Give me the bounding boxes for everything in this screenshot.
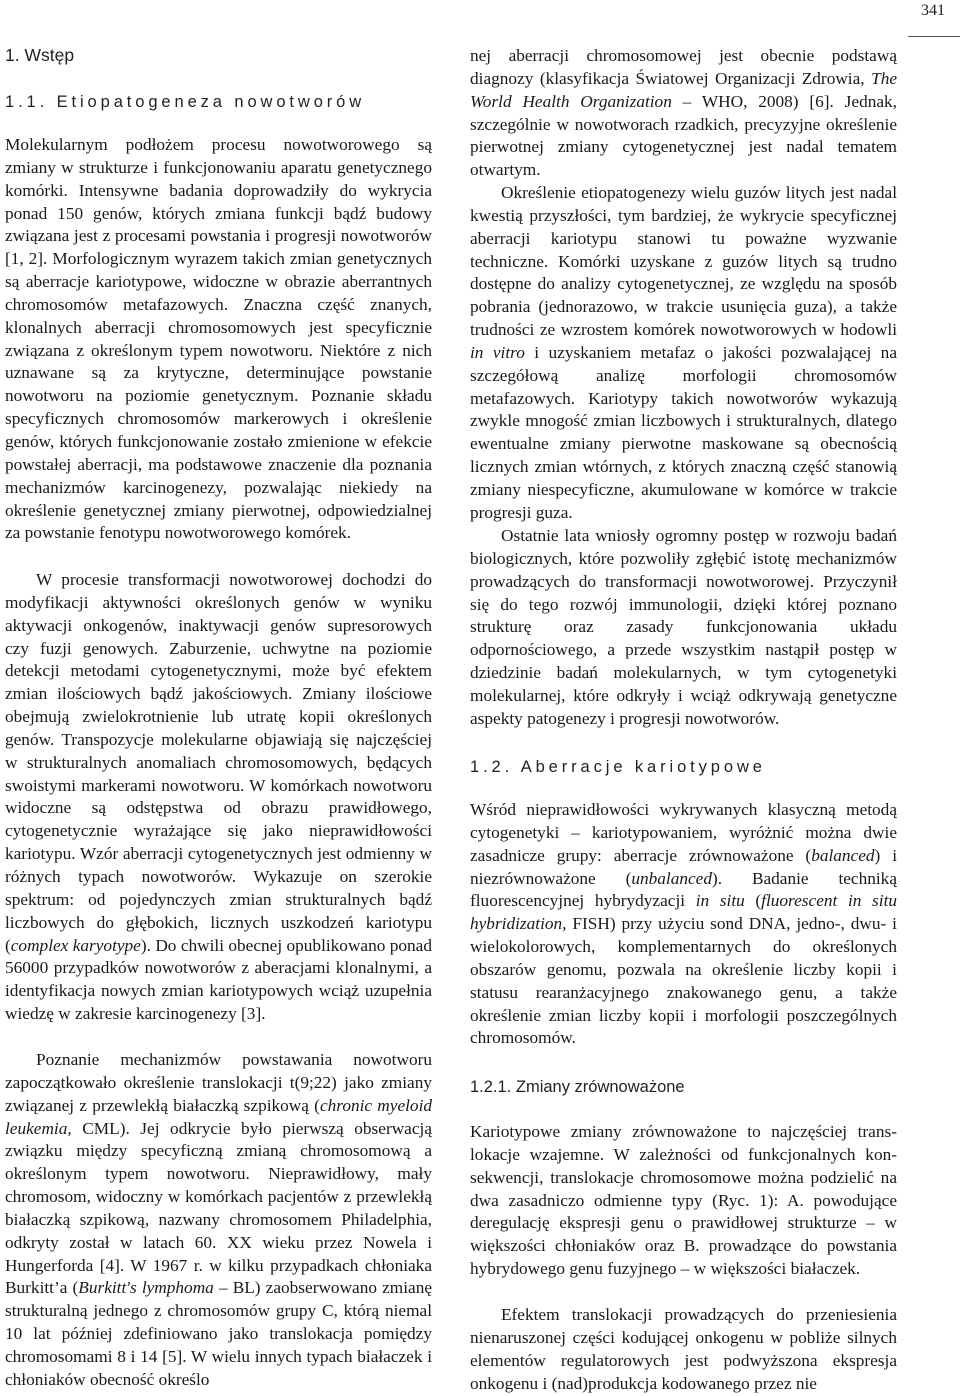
paragraph-text: ). Badanie techniką fluorescencyjnej hybrydyzacji	[470, 868, 897, 911]
paragraph-text: ) i niezrównoważone (	[470, 845, 897, 888]
section-heading: 1. Wstęp	[5, 45, 75, 65]
paragraph	[5, 569, 432, 1026]
paragraph-text: ). Do chwili obecnej opublikowano ponad 56000 przypadków nowotworów z aberacjami klonalnymi, a identyfikacja nowych zmian kariotypowych wciąż uzupełnia wiedzę w zakresie karcinogenezy [3].	[5, 935, 432, 1024]
header-rule	[908, 36, 960, 37]
subsection-heading-1-2: 1.2. Aberracje kariotypowe	[470, 758, 766, 776]
paragraph-text: FISH) przy użyciu sond DNA, jedno-, dwu- i wielokolorowych, komplementarnych do określonych obszarów genomu, pozwala na określenie liczby kopii i statusu rearanżacyjnego znakowanego genu, a także określenie zmian liczby kopii i morfologii poszczególnych chromosomów.	[470, 914, 897, 1048]
paragraph: Ostatnie lata wniosły ogromny postęp w rozwoju badań biologicznych, które pozwoliły zgłębić istotę mechanizmów prowadzących do transformacji nowotworowej. Przyczynił się do tego rozwój immunologii, dzięki której poznano strukturę oraz zasady funkcjonowania układu odpornościowego, a przede wszystkim nastąpił postęp w dziedzinie badań molekularnych, w tym cytogenetyki molekularnej, które odkryły i wciąż odkrywają genetyczne aspekty patogenezy i progresji nowotworów.	[470, 526, 897, 728]
italic-term: The World Health Organization	[470, 68, 897, 111]
paragraph-text: nej aberracji chromosomowej jest obecnie podstawą diagnozy (klasyfikacja Światowej Organizacji Zdrowia,	[470, 46, 897, 88]
italic-term: complex karyotype	[10, 935, 141, 955]
paragraph-text: i uzyskaniem metafaz o jakości pozwalającej na szczegółową analizę morfologii chromosomów metafazowych. Kariotypy takich nowotworów wykazują zwykle mnogość zmian liczbowych i strukturalnych, dlatego ewentualne zmiany pierwotne maskowane są obecnością licznych zmian wtórnych, z których znaczną część stanowią zmiany niespecyficzne, akumulowane w komórce w trakcie progresji guza.	[470, 342, 897, 522]
paragraph: Molekularnym podłożem procesu nowotworowego są zmiany w strukturze i funkcjonowaniu aparatu genetycznego komórki. Intensywne badania doprowadziły do wykrycia ponad 150 genów, których zmiana funkcji bądź budowy związana jest z procesami powstania i progresji nowotworów [1, 2]. Morfologicznym wyrazem takich zmian genetycznych są aberracje kariotypowe, widoczne w obrazie aberrantnych chromosomów metafazowych. Znaczna część znanych, klonalnych aberracji chromosomowych jest specyficznie związana z określonym typem nowotworu. Niektóre z nich uznawane są za krytyczne, determinujące powstanie nowotworu na poziomie genetycznym. Poznanie składu specyficznych chromosomów markerowych i określenie genów, których funkcjonowanie zostało zmienione w efekcie powstałej aberracji, ma podstawowe znaczenie dla poznania mechanizmów karcinogenezy, pozwalając niekiedy na określenie genetycznej zmiany pierwotnej, odpowiedzialnej za powstanie fenotypu nowotworowego komórek.	[5, 135, 432, 543]
italic-term: unbalanced	[631, 868, 712, 888]
paragraph: Kariotypowe zmiany zrównoważone to najczęściej translokacje wzajemne. W zależności od funkcjonalnych konsekwencji, translokacje chromosomowe można podzielić na dwa zasadniczo odmienne typy (Ryc. 1): A. powodujące deregulację ekspresji genu o prawidłowej strukturze – w większości chłoniaków oraz B. prowadzące do powstania hybrydowego genu fuzyjnego – w większości białaczek.	[470, 1122, 897, 1279]
subsection-heading-1-2-1: 1.2.1. Zmiany zrównoważone	[470, 1078, 685, 1096]
italic-term: balanced	[811, 845, 875, 865]
paragraph-text: Określenie etiopatogenezy wielu guzów litych jest nadal kwestią przyszłości, tym bardziej, że wykrycie specyficznej aberracji kariotypu stanowi tu poważne wyzwanie techniczne. Komórki uzyskane z guzów litych są trudno dostępne do analizy cytogenetycznej, ze względu na sposób pobrania (jednorazowo, w trakcie usunięcia guza), a także trudności ze wzrostem komórek nowotworowych w hodowli	[470, 183, 897, 340]
paragraph-text: – BL) zaobserwowano zmianę strukturalną jednego z chromosomów grupy C, którą niemal 10 lat później zdefiniowano jako translokacja pomiędzy chromosomami 8 i 14 [5]. W wielu innych typach białaczek i chłoniaków obecność określo	[5, 1278, 433, 1389]
paragraph	[470, 799, 897, 1050]
italic-term: fluorescent in situ hybridization,	[470, 891, 898, 934]
italic-term: in vitro	[470, 342, 525, 362]
paragraph	[5, 1049, 432, 1392]
page-number: 341	[921, 2, 945, 19]
subsection-heading-1-1: 1.1. Etiopatogeneza nowotworów	[5, 93, 366, 111]
paragraph-text: (	[744, 891, 762, 911]
italic-term: Burkitt's lymphoma	[78, 1278, 214, 1298]
paragraph	[470, 45, 897, 182]
italic-term: chronic myeloid leukemia,	[5, 1095, 433, 1138]
paragraph-text: – WHO, 2008) [6]. Jednak, szczególnie w nowotworach rzadkich, precyzyjne określenie pierwotnej zmiany cytogenetycznej jest nadal tematem otwartym.	[470, 91, 897, 180]
paragraph-text: Poznanie mechanizmów powstawania nowotworu zapoczątkowało określenie translokacji t(9;22) jako zmiany związanej z przewlekłą białaczką szpikową (	[5, 1050, 432, 1115]
paragraph	[470, 182, 897, 525]
paragraph: Efektem translokacji prowadzących do przeniesienia nienaruszonej części kodującej onkogenu w pobliże silnych elementów regulatorowych jest podwyższona ekspresja onkogenu i (nad)produkcja kodowanego przez nie	[470, 1305, 897, 1393]
paragraph-text: Wśród nieprawidłowości wykrywanych klasyczną metodą cytogenetyki – kariotypowaniem, wyróżnić można dwie zasadnicze grupy: aberracje zrównoważone (	[470, 800, 897, 865]
paragraph-text: CML). Jej odkrycie było pierwszą obserwacją związku między specyficzną zmianą chromosomową a określonym typem nowotworu. Nieprawidłowy, mały chromosom, widoczny w komórkach pacjentów z przewlekłą białaczką szpikową, nazwany chromosomem Philadelphia, odkryty został w latach 60. XX wieku przez Nowela i Hungerforda [4]. W 1967 r. w kilku przypadkach chłoniaka Burkitt’a (	[5, 1118, 432, 1298]
italic-term: in situ	[695, 891, 745, 911]
paragraph-text: W procesie transformacji nowotworowej dochodzi do modyfikacji aktywności określonych genów w wyniku aktywacji onkogenów, inaktywacji genów supresorowych czy fuzji genowych. Zaburzenie, uchwytne na poziomie detekcji metodami cytogenetycznymi, może być efektem zmian ilościowych bądź jakościowych. Zmiany ilościowe obejmują zwielokrotnienie lub utratę kopii określonych genów. Transpozycje molekularne objawiają się najczęściej w strukturalnych anomaliach chromosomowych, będących swoistymi markerami nowotworu. W komórkach nowotworu widoczne są odstępstwa od obrazu prawidłowego, cytogenetycznie wyrażające się jako nieprawidłowości kariotypu. Wzór aberracji cytogenetycznych jest odmienny w różnych typach nowotworów. Wykazuje on szerokie spektrum: od pojedynczych zmian strukturalnych bądź liczbowych do głębokich, licznych uszkodzeń kariotypu (	[5, 570, 432, 955]
